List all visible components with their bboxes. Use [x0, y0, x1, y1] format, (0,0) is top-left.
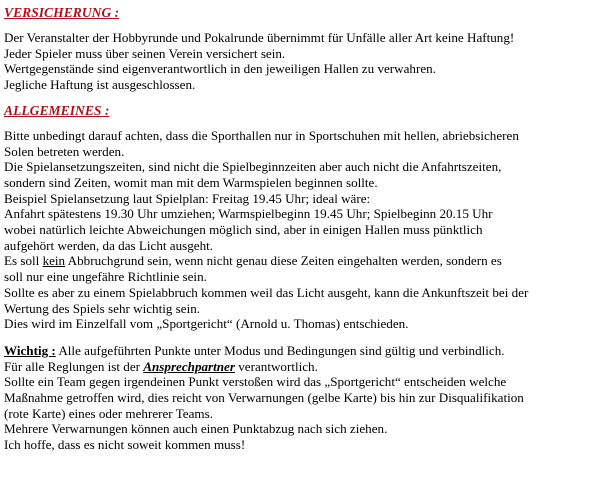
paragraph-line: aufgehört werden, da das Licht ausgeht. — [4, 237, 214, 253]
paragraph-line: Bitte unbedingt darauf achten, dass die Sporthallen nur in Sportschuhen mit hellen, abriebsicheren — [4, 127, 519, 143]
paragraph-line: Sollte es aber zu einem Spielabbruch kommen weil das Licht ausgeht, kann die Ankunftszeit bei der — [4, 284, 529, 300]
paragraph-line: Jeder Spieler muss über seinen Verein versichert sein. — [4, 45, 286, 61]
paragraph-line: Wertgegenstände sind eigenverantwortlich in den jeweiligen Hallen zu verwahren. — [4, 61, 436, 77]
ansprech-before: Für alle Reglungen ist der — [4, 358, 144, 374]
paragraph-line: Dies wird im Einzelfall vom „Sportgericht“ (Arnold u. Thomas) entschieden. — [4, 316, 409, 332]
paragraph-line: wobei natürlich leichte Abweichungen möglich sind, aber in einigen Hallen muss pünktlich — [4, 222, 483, 238]
paragraph-line: Maßnahme getroffen wird, dies reicht von Verwarnungen (gelbe Karte) bis hin zur Disqualifikation — [4, 390, 524, 406]
paragraph-line: (rote Karte) eines oder mehrerer Teams. — [4, 405, 213, 421]
paragraph-line: Sollte ein Team gegen irgendeinen Punkt verstoßen wird das „Sportgericht“ entscheiden welche — [4, 374, 507, 390]
section-allgemeines — [4, 128, 598, 332]
paragraph-line: Jegliche Haftung ist ausgeschlossen. — [4, 77, 196, 93]
paragraph-line: Solen betreten werden. — [4, 143, 125, 159]
wichtig-first-rest: Alle aufgeführten Punkte unter Modus und Bedingungen sind gültig und verbindlich. — [55, 342, 505, 358]
paragraph-line: Mehrere Verwarnungen können auch einen Punktabzug nach sich ziehen. — [4, 421, 388, 437]
ansprechpartner-line — [4, 359, 598, 375]
paragraph-line: Der Veranstalter der Hobbyrunde und Pokalrunde übernimmt für Unfälle aller Art keine Haftung! — [4, 30, 515, 45]
paragraph-line: Anfahrt spätestens 19.30 Uhr umziehen; Warmspielbeginn 19.45 Uhr; Spielbeginn 20.15 Uhr — [4, 206, 493, 222]
paragraph-line: Ich hoffe, dass es nicht soweit kommen muss! — [4, 437, 246, 453]
paragraph-line: Beispiel Spielansetzung laut Spielplan: Freitag 19.45 Uhr; ideal wäre: — [4, 190, 371, 206]
paragraph-line: Die Spielansetzungszeiten, sind nicht die Spielbeginnzeiten aber auch nicht die Anfahrtszeiten, — [4, 159, 502, 175]
wichtig-line — [4, 343, 598, 359]
section-wichtig — [4, 343, 598, 453]
paragraph-line: sondern sind Zeiten, womit man mit dem Warmspielen beginnen sollte. — [4, 174, 378, 190]
kein-before: Es soll — [4, 253, 43, 269]
ansprechpartner-term: Ansprechpartner — [143, 358, 235, 374]
wichtig-label: Wichtig : — [4, 342, 56, 358]
ansprech-after: verantwortlich. — [234, 358, 318, 374]
paragraph-line: Wertung des Spiels sehr wichtig sein. — [4, 300, 201, 316]
paragraph-line-kein — [4, 253, 598, 269]
section-versicherung — [4, 30, 598, 93]
kein-emphasis: kein — [42, 253, 66, 269]
heading-versicherung: VERSICHERUNG : — [4, 5, 120, 20]
paragraph-line: soll nur eine ungefähre Richtlinie sein. — [4, 269, 207, 285]
heading-allgemeines: ALLGEMEINES : — [4, 102, 110, 118]
kein-after: Abbruchgrund sein, wenn nicht genau diese Zeiten eingehalten werden, sondern es — [65, 253, 502, 269]
document — [4, 0, 598, 453]
